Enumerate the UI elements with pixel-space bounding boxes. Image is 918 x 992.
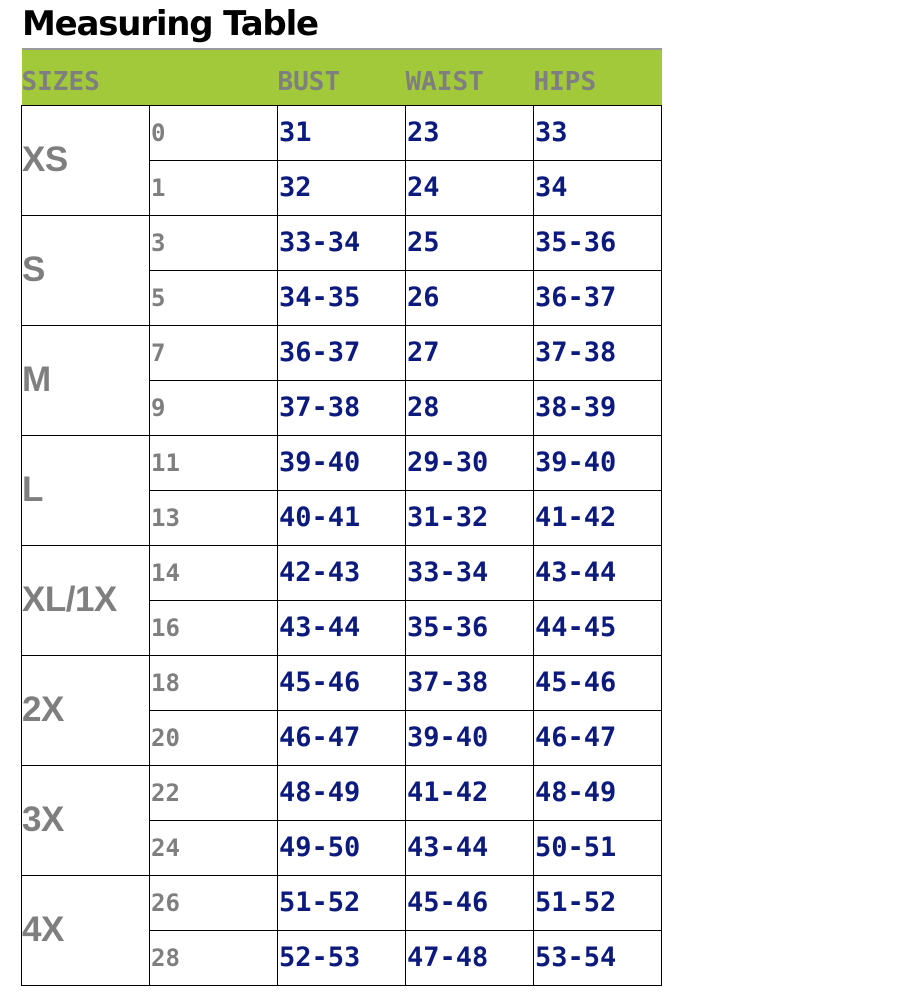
waist-value: 45-46 bbox=[406, 875, 534, 930]
waist-value: 37-38 bbox=[406, 655, 534, 710]
waist-value: 26 bbox=[406, 270, 534, 325]
sizes-column-header: SIZES bbox=[22, 49, 278, 105]
bust-column-header: BUST bbox=[278, 49, 406, 105]
size-number: 28 bbox=[150, 930, 278, 985]
size-label: M bbox=[22, 325, 150, 435]
waist-value: 23 bbox=[406, 105, 534, 160]
hips-value: 36-37 bbox=[534, 270, 662, 325]
hips-column-header: HIPS bbox=[534, 49, 662, 105]
bust-value: 49-50 bbox=[278, 820, 406, 875]
size-number: 13 bbox=[150, 490, 278, 545]
measuring-table bbox=[21, 48, 662, 986]
bust-value: 46-47 bbox=[278, 710, 406, 765]
table-row bbox=[22, 105, 662, 160]
hips-value: 33 bbox=[534, 105, 662, 160]
table-row bbox=[22, 435, 662, 490]
table-body bbox=[22, 105, 662, 985]
size-number: 16 bbox=[150, 600, 278, 655]
table-row bbox=[22, 215, 662, 270]
size-number: 1 bbox=[150, 160, 278, 215]
hips-value: 53-54 bbox=[534, 930, 662, 985]
bust-value: 52-53 bbox=[278, 930, 406, 985]
waist-value: 28 bbox=[406, 380, 534, 435]
hips-value: 41-42 bbox=[534, 490, 662, 545]
hips-value: 50-51 bbox=[534, 820, 662, 875]
size-label: 3X bbox=[22, 765, 150, 875]
waist-value: 35-36 bbox=[406, 600, 534, 655]
size-number: 26 bbox=[150, 875, 278, 930]
bust-value: 40-41 bbox=[278, 490, 406, 545]
hips-value: 38-39 bbox=[534, 380, 662, 435]
size-label: S bbox=[22, 215, 150, 325]
size-number: 0 bbox=[150, 105, 278, 160]
bust-value: 39-40 bbox=[278, 435, 406, 490]
waist-value: 47-48 bbox=[406, 930, 534, 985]
size-number: 7 bbox=[150, 325, 278, 380]
table-row bbox=[22, 325, 662, 380]
hips-value: 44-45 bbox=[534, 600, 662, 655]
table-row bbox=[22, 655, 662, 710]
bust-value: 36-37 bbox=[278, 325, 406, 380]
size-number: 18 bbox=[150, 655, 278, 710]
table-row bbox=[22, 765, 662, 820]
hips-value: 34 bbox=[534, 160, 662, 215]
bust-value: 48-49 bbox=[278, 765, 406, 820]
size-label: XL/1X bbox=[22, 545, 150, 655]
size-number: 14 bbox=[150, 545, 278, 600]
waist-value: 25 bbox=[406, 215, 534, 270]
bust-value: 51-52 bbox=[278, 875, 406, 930]
waist-column-header: WAIST bbox=[406, 49, 534, 105]
hips-value: 51-52 bbox=[534, 875, 662, 930]
bust-value: 43-44 bbox=[278, 600, 406, 655]
waist-value: 31-32 bbox=[406, 490, 534, 545]
bust-value: 45-46 bbox=[278, 655, 406, 710]
size-number: 24 bbox=[150, 820, 278, 875]
size-label: XS bbox=[22, 105, 150, 215]
waist-value: 43-44 bbox=[406, 820, 534, 875]
bust-value: 33-34 bbox=[278, 215, 406, 270]
waist-value: 33-34 bbox=[406, 545, 534, 600]
hips-value: 37-38 bbox=[534, 325, 662, 380]
hips-value: 45-46 bbox=[534, 655, 662, 710]
bust-value: 32 bbox=[278, 160, 406, 215]
size-label: 4X bbox=[22, 875, 150, 985]
hips-value: 48-49 bbox=[534, 765, 662, 820]
bust-value: 34-35 bbox=[278, 270, 406, 325]
size-number: 3 bbox=[150, 215, 278, 270]
size-number: 11 bbox=[150, 435, 278, 490]
waist-value: 24 bbox=[406, 160, 534, 215]
size-number: 5 bbox=[150, 270, 278, 325]
table-row bbox=[22, 545, 662, 600]
waist-value: 39-40 bbox=[406, 710, 534, 765]
waist-value: 29-30 bbox=[406, 435, 534, 490]
page-title: Measuring Table bbox=[22, 4, 318, 44]
bust-value: 37-38 bbox=[278, 380, 406, 435]
size-label: L bbox=[22, 435, 150, 545]
bust-value: 31 bbox=[278, 105, 406, 160]
waist-value: 27 bbox=[406, 325, 534, 380]
hips-value: 39-40 bbox=[534, 435, 662, 490]
size-number: 9 bbox=[150, 380, 278, 435]
table-header-row bbox=[22, 49, 662, 105]
bust-value: 42-43 bbox=[278, 545, 406, 600]
waist-value: 41-42 bbox=[406, 765, 534, 820]
size-number: 22 bbox=[150, 765, 278, 820]
table-row bbox=[22, 875, 662, 930]
hips-value: 43-44 bbox=[534, 545, 662, 600]
hips-value: 35-36 bbox=[534, 215, 662, 270]
hips-value: 46-47 bbox=[534, 710, 662, 765]
size-label: 2X bbox=[22, 655, 150, 765]
size-number: 20 bbox=[150, 710, 278, 765]
